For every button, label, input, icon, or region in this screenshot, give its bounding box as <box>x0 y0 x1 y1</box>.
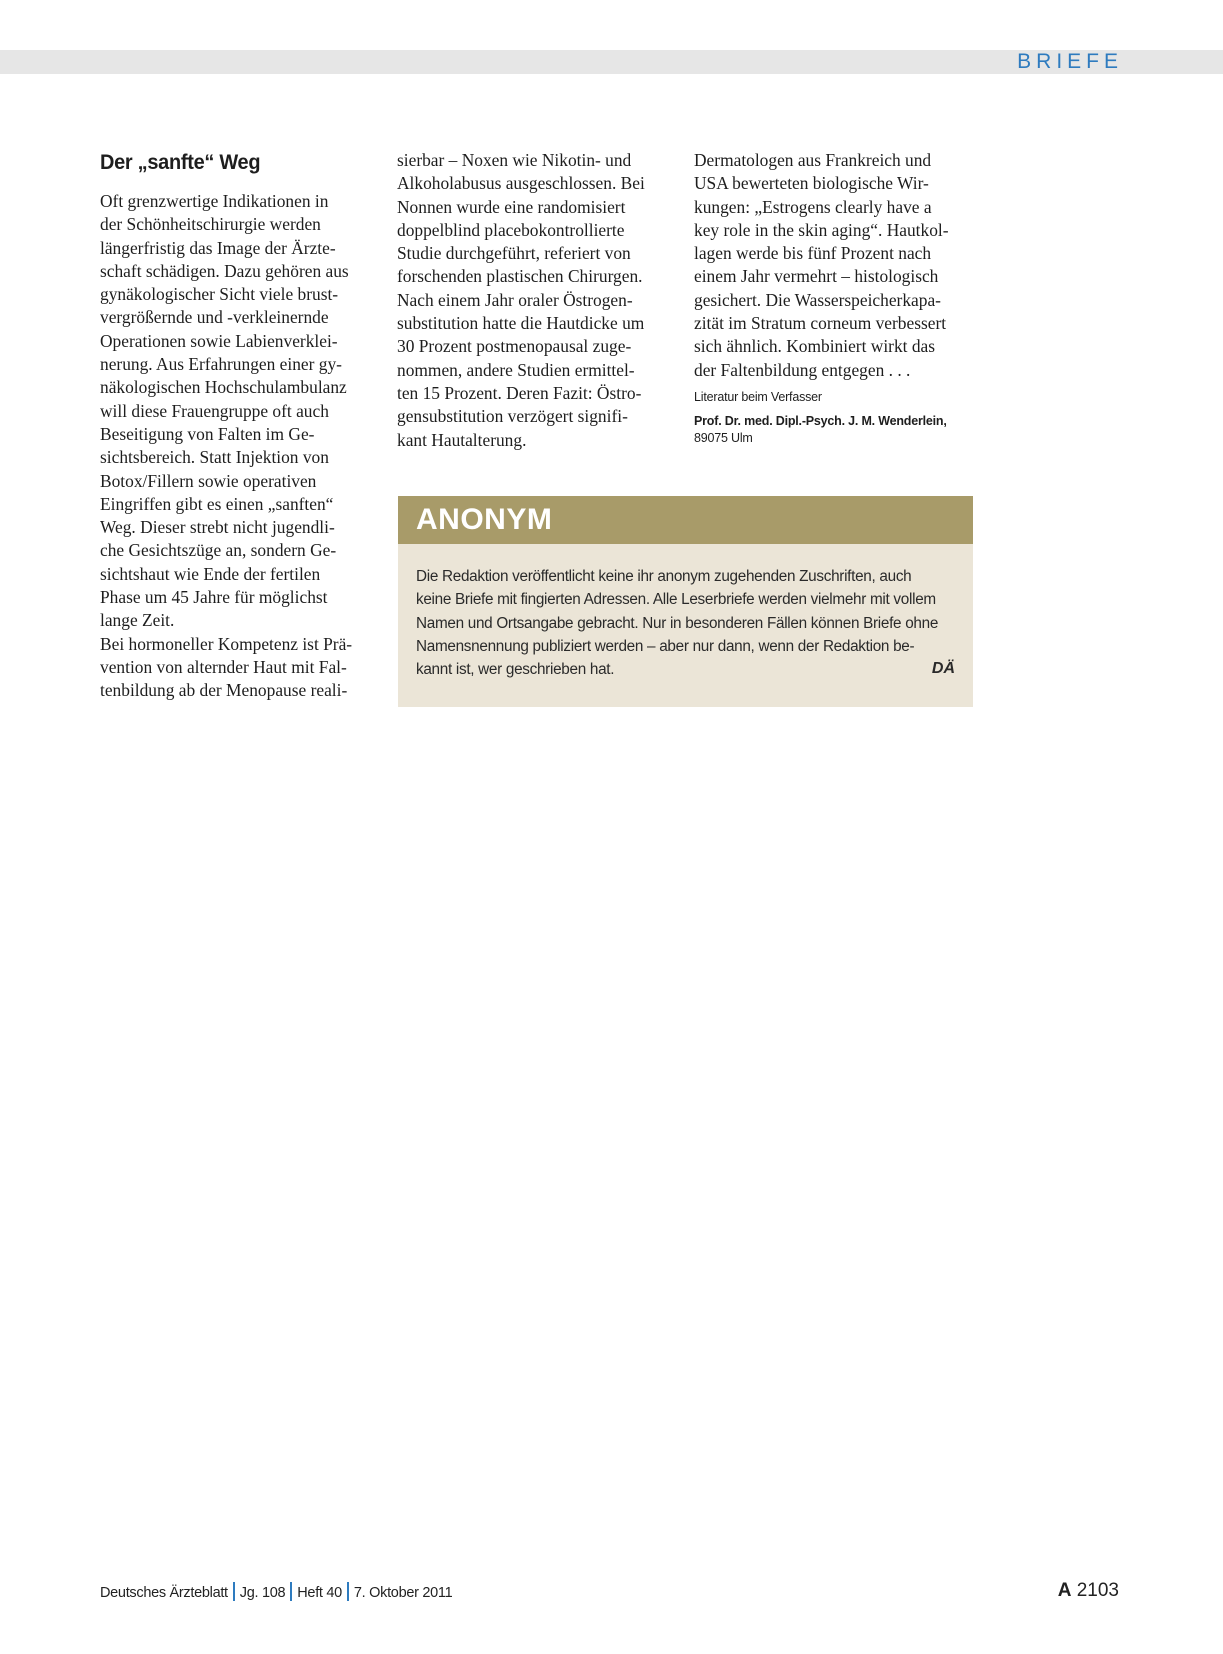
text-line: Dermatologen aus Frankreich und <box>694 150 932 170</box>
text-line: lagen werde bis fünf Prozent nach <box>694 243 932 264</box>
editorial-signature: DÄ <box>931 660 955 677</box>
column-1-text <box>100 190 376 703</box>
text-line: Eingriffen gibt es einen „sanften“ <box>100 493 334 514</box>
text-line: che Gesichtszüge an, sondern Ge- <box>100 540 337 561</box>
footer-divider <box>290 1582 292 1601</box>
text-line: näkologischen Hochschulambulanz <box>100 377 347 398</box>
text-line: Oft grenzwertige Indikationen in <box>100 191 329 211</box>
text-line: Namen und Ortsangabe gebracht. Nur in besonderen Fällen können Briefe ohne <box>416 614 939 632</box>
text-line: sierbar – Noxen wie Nikotin- und <box>397 150 632 170</box>
text-line: vention von alternder Haut mit Fal- <box>100 656 347 677</box>
text-line: sichtshaut wie Ende der fertilen <box>100 563 321 584</box>
text-line: kungen: „Estrogens clearly have a <box>694 196 932 217</box>
text-line: schaft schädigen. Dazu gehören aus <box>100 260 349 281</box>
page-prefix: A <box>1057 1580 1072 1601</box>
text-line: der Schönheitschirurgie werden <box>100 214 321 235</box>
footer-divider <box>347 1582 349 1601</box>
article-heading: Der „sanfte“ Weg <box>100 151 261 174</box>
text-line: Namensnennung publiziert werden – aber nur dann, wenn der Redaktion be- <box>416 637 915 655</box>
text-line: sich ähnlich. Kombiniert wirkt das <box>694 336 936 357</box>
journal-volume: Jg. 108 <box>239 1585 286 1601</box>
text-line: vergrößernde und -verkleinernde <box>100 307 329 328</box>
text-line: kant Hautalterung. <box>397 429 527 450</box>
text-line: forschenden plastischen Chirurgen. <box>397 266 643 287</box>
text-line: tenbildung ab der Menopause reali- <box>100 680 348 701</box>
column-3-text <box>694 149 970 382</box>
text-line: Alkoholabusus ausgeschlossen. Bei <box>397 173 645 194</box>
text-line: Weg. Dieser strebt nicht jugendli- <box>100 517 335 538</box>
page-number-value: 2103 <box>1076 1580 1119 1601</box>
anonym-notice-text <box>416 565 956 681</box>
text-line: Studie durchgeführt, referiert von <box>397 243 631 264</box>
text-line: kannt ist, wer geschrieben hat. <box>416 661 615 679</box>
article-column-1 <box>100 150 376 703</box>
text-line: Bei hormoneller Kompetenz ist Prä- <box>100 633 353 654</box>
literature-note: Literatur beim Verfasser <box>694 389 822 404</box>
text-line: einem Jahr vermehrt – histologisch <box>694 266 939 287</box>
text-line: key role in the skin aging“. Hautkol- <box>694 219 949 240</box>
text-line: Phase um 45 Jahre für möglichst <box>100 587 328 608</box>
text-line: Beseitigung von Falten im Ge- <box>100 423 315 444</box>
text-line: gesichert. Die Wasserspeicherkapa- <box>694 289 941 310</box>
text-line: nommen, andere Studien ermittel- <box>397 359 635 380</box>
text-line: keine Briefe mit fingierten Adressen. Alle Leserbriefe werden vielmehr mit vollem <box>416 591 936 609</box>
text-line: sichtsbereich. Statt Injektion von <box>100 447 329 468</box>
article-column-3 <box>694 149 970 447</box>
text-line: zität im Stratum corneum verbessert <box>694 313 947 334</box>
journal-issue: Heft 40 <box>297 1585 342 1601</box>
text-line: längerfristig das Image der Ärzte- <box>100 237 336 258</box>
text-line: Botox/Fillern sowie operativen <box>100 470 317 491</box>
text-line: 30 Prozent postmenopausal zuge- <box>397 336 632 357</box>
column-2-text <box>397 149 673 452</box>
text-line: Nonnen wurde eine randomisiert <box>397 196 626 217</box>
page-footer <box>100 1582 452 1604</box>
text-line: gensubstitution verzögert signifi- <box>397 406 628 427</box>
page-number <box>1058 1578 1119 1604</box>
journal-name: Deutsches Ärzteblatt <box>100 1585 228 1601</box>
text-line: gynäkologischer Sicht viele brust- <box>100 284 339 305</box>
article-column-2 <box>397 149 673 452</box>
text-line: ten 15 Prozent. Deren Fazit: Östro- <box>397 382 642 403</box>
author-name: Prof. Dr. med. Dipl.-Psych. J. M. Wenderlein, <box>694 413 947 428</box>
text-line: doppelblind placebokontrollierte <box>397 219 625 240</box>
anonym-notice-title: ANONYM <box>398 496 973 544</box>
text-line: will diese Frauengruppe oft auch <box>100 400 329 421</box>
text-line: substitution hatte die Hautdicke um <box>397 313 645 334</box>
footer-divider <box>233 1582 235 1601</box>
anonym-notice-box <box>398 496 973 707</box>
text-line: USA bewerteten biologische Wir- <box>694 173 929 194</box>
text-line: Die Redaktion veröffentlicht keine ihr anonym zugehenden Zuschriften, auch <box>416 568 912 585</box>
text-line: der Faltenbildung entgegen . . . <box>694 359 911 380</box>
text-line: lange Zeit. <box>100 610 175 631</box>
section-label: BRIEFE <box>1017 50 1123 73</box>
text-line: Nach einem Jahr oraler Östrogen- <box>397 289 633 310</box>
text-line: Operationen sowie Labienverklei- <box>100 330 338 351</box>
text-line: nerung. Aus Erfahrungen einer gy- <box>100 354 342 375</box>
author-city: 89075 Ulm <box>694 430 753 445</box>
issue-date: 7. Oktober 2011 <box>353 1585 453 1601</box>
